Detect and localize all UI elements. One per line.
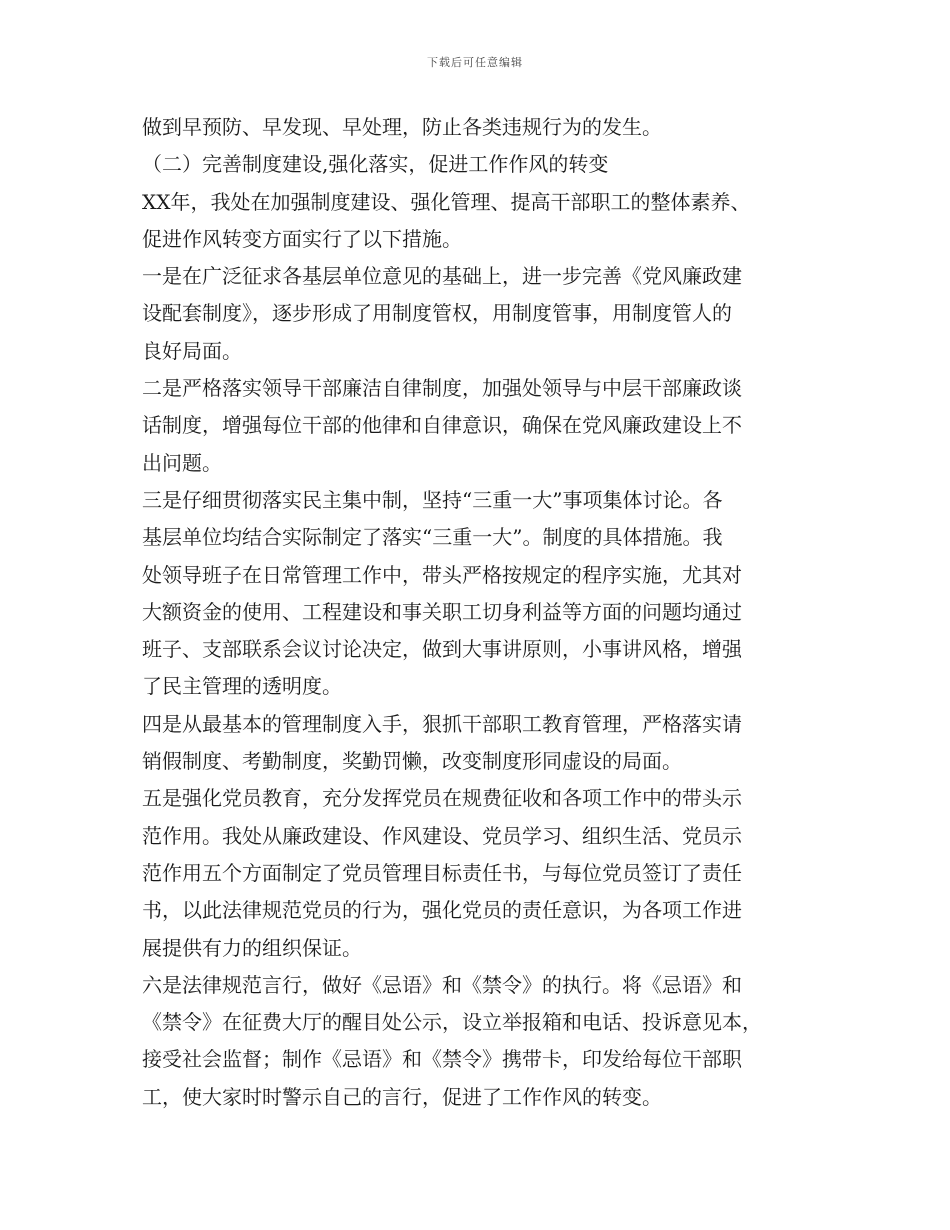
text-line: 班子、支部联系会议讨论决定，做到大事讲原则，小事讲风格，增强 [142,637,742,662]
text-line: 四是从最基本的管理制度入手，狠抓干部职工教育管理，严格落实请 [142,711,742,736]
document-body [142,109,802,1116]
text-line: 销假制度、考勤制度，奖勤罚懒，改变制度形同虚设的局面。 [142,749,682,774]
text-line: 展提供有力的组织保证。 [142,935,362,960]
text-line: XX年，我处在加强制度建设、强化管理、提高干部职工的整体素养、 [142,189,751,214]
text-line: 五是强化党员教育，充分发挥党员在规费征收和各项工作中的带头示 [142,786,742,811]
text-line: 三是仔细贯彻落实民主集中制，坚持“三重一大”事项集体讨论。各 [142,487,723,512]
page-header: 下载后可任意编辑 [427,56,523,69]
section-heading: （二）完善制度建设,强化落实，促进工作作风的转变 [142,152,609,177]
text-line: 良好局面。 [142,338,242,363]
text-line: 范作用五个方面制定了党员管理目标责任书，与每位党员签订了责任 [142,860,742,885]
text-line: 话制度，增强每位干部的他律和自律意识，确保在党风廉政建设上不 [142,413,742,438]
text-line: 二是严格落实领导干部廉洁自律制度，加强处领导与中层干部廉政谈 [142,376,742,401]
text-line: 基层单位均结合实际制定了落实“三重一大”。制度的具体措施。我 [142,525,723,550]
text-line: 出问题。 [142,450,222,475]
text-line: 六是法律规范言行，做好《忌语》和《禁令》的执行。将《忌语》和 [142,972,742,997]
text-line: 一是在广泛征求各基层单位意见的基础上，进一步完善《党风廉政建 [142,264,742,289]
text-line: 设配套制度》，逐步形成了用制度管权，用制度管事，用制度管人的 [142,301,732,326]
text-line: 《禁令》在征费大厅的醒目处公示，设立举报箱和电话、投诉意见本， [142,1010,762,1035]
text-line: 书，以此法律规范党员的行为，强化党员的责任意识，为各项工作进 [142,898,742,923]
text-line: 做到早预防、早发现、早处理，防止各类违规行为的发生。 [142,115,662,139]
text-line: 工，使大家时时警示自己的言行，促进了工作作风的转变。 [142,1084,662,1109]
text-line: 处领导班子在日常管理工作中，带头严格按规定的程序实施，尤其对 [142,562,742,587]
text-line: 接受社会监督；制作《忌语》和《禁令》携带卡，印发给每位干部职 [142,1047,742,1072]
text-line: 促进作风转变方面实行了以下措施。 [142,226,462,251]
text-line: 范作用。我处从廉政建设、作风建设、党员学习、组织生活、党员示 [142,823,742,848]
text-line: 了民主管理的透明度。 [142,674,342,699]
text-line: 大额资金的使用、工程建设和事关职工切身利益等方面的问题均通过 [142,599,742,624]
